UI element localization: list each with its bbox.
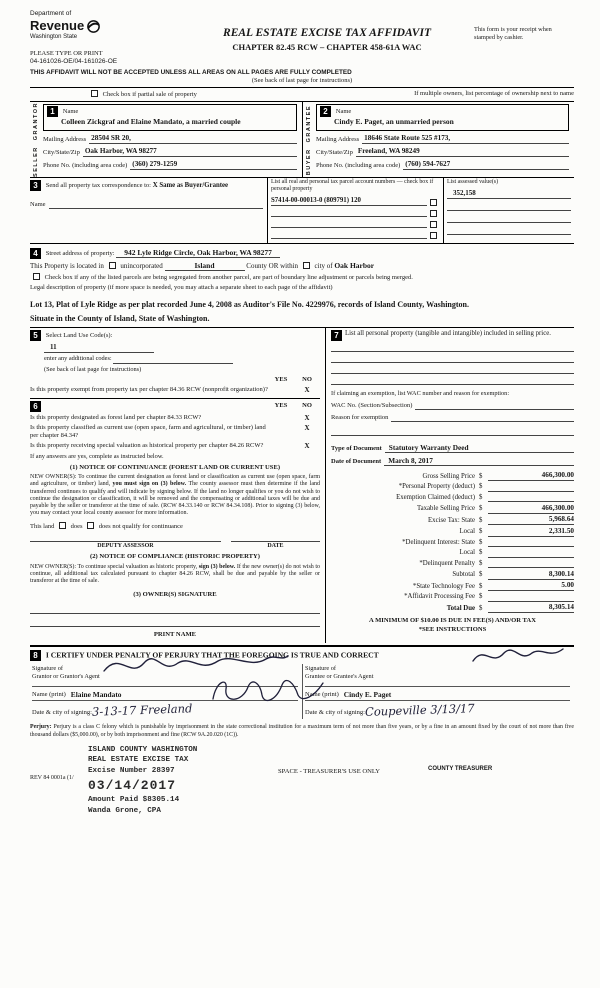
owners-signature-title: (3) OWNER(S) SIGNATURE — [133, 590, 217, 598]
parcel-4-input[interactable] — [271, 231, 427, 239]
section-7-badge: 7 — [331, 330, 342, 341]
personal-property-checkbox-1[interactable] — [430, 199, 437, 206]
state-technology-fee-value[interactable]: 5.00 — [488, 581, 574, 591]
delinquent-interest-local-value[interactable] — [488, 549, 574, 558]
personal-property-checkbox-4[interactable] — [430, 232, 437, 239]
if-yes-note: If any answers are yes, complete as instructed below. — [30, 452, 164, 460]
rev-form-code: REV 84 0001a (1/ — [30, 775, 74, 782]
assessed-value-3-input[interactable] — [447, 214, 571, 223]
exemption-claimed-value[interactable] — [488, 493, 574, 502]
fee-row-delinq-interest-local: Local $ — [331, 549, 574, 558]
delinquent-interest-state-value[interactable] — [488, 538, 574, 547]
exempt-no-cell[interactable]: X — [304, 385, 310, 394]
buyer-city-value[interactable]: Freeland, WA 98249 — [356, 147, 569, 157]
fee-row-tech-fee: *State Technology Fee $ 5.00 — [412, 581, 574, 590]
buyer-address-label: Mailing Address — [316, 136, 360, 144]
total-due-value[interactable]: 8,305.14 — [488, 603, 574, 613]
current-use-question: Is this property classified as current use (open space, farm and agricultural, or timber) land per chapter 84.34? — [30, 424, 266, 440]
grantee-name-print-label: Name (print) — [305, 690, 339, 698]
county-treasurer-label: COUNTY TREASURER — [428, 766, 493, 773]
logo-dept-text: Department of — [30, 10, 72, 17]
section-2-badge: 2 — [320, 106, 331, 117]
buyer-phone-label: Phone No. (including area code) — [316, 162, 401, 170]
see-instructions-note: *SEE INSTRUCTIONS — [418, 625, 487, 633]
partial-sale-label: Check box if partial sale of property — [102, 91, 197, 99]
reason-label: Reason for exemption — [331, 414, 389, 422]
partial-sale-checkbox[interactable] — [91, 90, 98, 97]
seller-address-label: Mailing Address — [43, 136, 87, 144]
stamp-date: 03/14/2017 — [88, 777, 177, 793]
additional-codes-label: enter any additional codes: — [44, 355, 112, 363]
additional-codes-input[interactable] — [113, 355, 233, 364]
owner-signature-line-2[interactable] — [30, 614, 320, 627]
grantee-name-value[interactable]: Cindy E. Paget — [343, 689, 392, 699]
stamp-excise-number: Excise Number 28397 — [88, 766, 175, 775]
city-of-label: city of — [314, 261, 333, 270]
land-use-code-value[interactable]: 11 — [44, 343, 154, 353]
header — [30, 10, 574, 66]
certify-statement: I CERTIFY UNDER PENALTY OF PERJURY THAT THE FOREGOING IS TRUE AND CORRECT — [45, 650, 379, 660]
minimum-fee-note: A MINIMUM OF $10.00 IS DUE IN FEE(S) AND/OR TAX — [369, 617, 536, 625]
does-not-checkbox[interactable] — [87, 522, 94, 529]
taxable-selling-price-value[interactable]: 466,300.00 — [488, 504, 574, 514]
affidavit-processing-fee-value[interactable] — [488, 593, 574, 602]
date-of-document-value[interactable]: March 8, 2017 — [384, 456, 574, 466]
seller-name-value[interactable]: Colleen Zickgraf and Elaine Mandato, a married couple — [61, 117, 241, 127]
forest-yes-cell[interactable] — [268, 414, 294, 423]
seller-phone-label: Phone No. (including area code) — [43, 162, 128, 170]
parcel-numbers-header: List all real and personal tax parcel account numbers — check box if personal property — [271, 179, 434, 193]
current-use-yes-cell[interactable] — [268, 424, 294, 440]
section-6-badge: 6 — [30, 401, 41, 412]
qualify-line: This land does does not qualify for continuance — [30, 522, 183, 530]
situate-line: Situate in the County of Island, State of Washington. — [30, 314, 210, 324]
personal-property-deduct-value[interactable] — [488, 483, 574, 492]
legal-description-label: Legal description of property (if more space is needed, you may attach a separate sheet to each page of the affidavit) — [30, 283, 333, 291]
segregated-checkbox[interactable] — [33, 273, 40, 280]
grantee-date-city-handwriting[interactable]: Coupeville 3/13/17 — [364, 701, 475, 719]
fee-row-excise-local: Local $ 2,331.50 — [459, 526, 574, 536]
section-4-property — [30, 244, 574, 295]
seller-phone-value[interactable]: (360) 279-1259 — [130, 160, 297, 170]
fee-row-excise-state: Excise Tax: State $ 5,968.64 — [428, 515, 574, 524]
does-checkbox[interactable] — [59, 522, 66, 529]
section5-no-header: NO — [302, 375, 312, 383]
assessed-values-header: List assessed value(s) — [447, 179, 499, 186]
treasurer-space-label: SPACE - TREASURER'S USE ONLY — [278, 768, 381, 776]
does-not-label: does not qualify for continuance — [98, 522, 183, 530]
assessed-value-4-input[interactable] — [447, 226, 571, 235]
seller-grantor-vertical-label: SELLER GRANTOR — [32, 102, 39, 178]
segregated-label: Check box if any of the listed parcels are being segregated from another parcel, are part of boundary line adjustment or parcels being merged. — [44, 273, 413, 281]
fee-row-personal: *Personal Property (deduct) $ — [331, 483, 574, 492]
personal-property-input-4[interactable] — [331, 374, 574, 385]
fee-row-delinq-penalty: *Delinquent Penalty $ — [331, 559, 574, 568]
assessed-value-2-input[interactable] — [447, 202, 571, 211]
fee-row-gross: Gross Selling Price $ 466,300.00 — [422, 471, 574, 480]
multiple-owners-note: If multiple owners, list percentage of ownership next to name — [414, 90, 574, 98]
county-or-label: County OR within — [246, 261, 299, 270]
fee-row-total: Total Due $ 8,305.14 — [446, 603, 574, 612]
buyer-grantee-vertical-label: BUYER GRANTEE — [305, 104, 312, 175]
correspondence-label: Send all property tax correspondence to: — [45, 182, 151, 190]
grantee-agent-label: Grantee or Grantee's Agent — [305, 673, 374, 681]
grantor-agent-label: Grantor or Grantor's Agent — [32, 673, 100, 681]
dept-of-revenue-logo — [30, 10, 180, 66]
deputy-assessor-label: DEPUTY ASSESSOR — [30, 541, 221, 551]
section6-yes-header: YES — [274, 402, 288, 410]
city-checkbox[interactable] — [303, 262, 310, 269]
buyer-address-value[interactable]: 18646 State Route 525 #173, — [362, 134, 569, 144]
grantor-name-print-label: Name (print) — [32, 690, 66, 698]
notice-compliance-title: (2) NOTICE OF COMPLIANCE (HISTORIC PROPERTY) — [90, 553, 260, 561]
section-7-tax — [326, 328, 574, 643]
personal-property-label: List all personal property (tangible and intangible) included in selling price. — [345, 330, 551, 338]
fee-table — [331, 471, 574, 613]
unincorporated-checkbox[interactable] — [109, 262, 116, 269]
buyer-name-value[interactable]: Cindy E. Paget, an unmarried person — [334, 117, 454, 127]
personal-property-input-1[interactable] — [331, 341, 574, 352]
grantee-signature-area[interactable]: Signature of Grantee or Grantee's Agent — [305, 665, 570, 687]
buyer-section — [302, 102, 574, 177]
type-of-document-value[interactable]: Statutory Warranty Deed — [385, 443, 574, 453]
partial-sale-row — [30, 87, 574, 101]
forest-land-question: Is this property designated as forest land per chapter 84.33 RCW? — [30, 413, 202, 421]
fee-row-processing-fee: *Affidavit Processing Fee $ — [331, 593, 574, 602]
seller-city-label: City/State/Zip — [43, 149, 80, 157]
seller-section — [30, 102, 302, 177]
parcel-1-value[interactable]: S7414-00-00013-0 (809791) 120 — [271, 197, 427, 206]
city-value[interactable]: Oak Harbor — [334, 260, 375, 270]
notice-continuance-body: NEW OWNER(S): To continue the current designation as forest land or classification as current use (open space, farm and agriculture, or timber) land, you must sign on (3) below. The county assessor must then determine if the land transferred continues to qualify and will indicate by signing below. If the land no longer qualifies or you do not wish to continue the designation or classification, it will be removed and the compensating or additional taxes will be due and payable by the seller or transferor at the time of sale. (RCW 84.33.140 or RCW 84.34.108). Prior to signing (3) below, you may contact your local county assessor for more information. — [30, 473, 320, 517]
gross-selling-price-value[interactable]: 466,300.00 — [488, 471, 574, 481]
grantor-date-city-label: Date & city of signing: — [32, 709, 92, 717]
form-code: 04-161026-OE/04-161026-OE — [30, 58, 118, 65]
section-5-badge: 5 — [30, 330, 41, 341]
parcel-3-input[interactable] — [271, 220, 427, 228]
land-use-label: Select Land Use Code(s): — [45, 332, 113, 340]
form-title: REAL ESTATE EXCISE TAX AFFIDAVIT — [223, 27, 431, 39]
section-1-badge: 1 — [47, 106, 58, 117]
section-8-certification — [30, 645, 574, 719]
section6-no-header: NO — [302, 402, 312, 410]
section-5-land-use — [30, 330, 320, 394]
dollar-sign: $ — [479, 472, 483, 480]
wac-label: WAC No. (Section/Subsection) — [331, 402, 413, 410]
correspondence-name-label: Name — [30, 201, 46, 209]
main-columns — [30, 327, 574, 643]
date-of-document-label: Date of Document — [331, 458, 382, 466]
please-type-note: PLEASE TYPE OR PRINT — [30, 49, 103, 57]
section-6-classification — [30, 398, 320, 639]
parties-section — [30, 101, 574, 177]
notice-continuance-title: (1) NOTICE OF CONTINUANCE (FOREST LAND OR CURRENT USE) — [69, 463, 281, 471]
excise-tax-state-value[interactable]: 5,968.64 — [488, 515, 574, 525]
see-back-note: (See back of last page for instructions) — [251, 77, 353, 85]
assessor-date-label: DATE — [231, 541, 320, 551]
seller-name-label: Name — [62, 108, 79, 116]
correspondence-name-input[interactable] — [49, 199, 263, 209]
grantee-date-city-label: Date & city of signing: — [305, 709, 365, 717]
footer — [30, 745, 574, 821]
grantee-signing-block — [302, 664, 574, 719]
must-sign-bold: you must sign on (3) below. — [112, 481, 187, 488]
revenue-swirl-icon — [86, 19, 101, 34]
excise-tax-local-value[interactable]: 2,331.50 — [488, 527, 574, 537]
personal-property-input-3[interactable] — [331, 363, 574, 374]
assessed-value-1[interactable]: 352,158 — [447, 189, 571, 199]
personal-property-checkbox-2[interactable] — [430, 210, 437, 217]
street-address-value[interactable]: 942 Lyle Ridge Circle, Oak Harbor, WA 98277 — [116, 248, 280, 258]
buyer-phone-value[interactable]: (760) 594-7627 — [403, 160, 569, 170]
legal-description-value[interactable]: Lot 13, Plat of Lyle Ridge as per plat recorded June 4, 2008 as Auditor's File No. 4229976, records of Island County, Washington. — [30, 299, 469, 309]
perjury-note: Perjury: Perjury is a class C felony which is punishable by imprisonment in the state correctional institution for a maximum term of not more than five years, or by a fine in an amount fixed by the court of not more than five thousand dollars ($5,000.00), or by both imprisonment and fine (RCW 9A.20.020 (1C)). — [30, 724, 574, 738]
seller-name-box — [43, 104, 297, 131]
section-3-correspondence — [30, 177, 574, 244]
grantor-signature-area[interactable]: Signature of Grantor or Grantor's Agent — [32, 665, 298, 687]
section-4-badge: 4 — [30, 248, 41, 259]
same-as-buyer-value[interactable]: X Same as Buyer/Grantee — [152, 182, 229, 190]
reason-input[interactable] — [391, 413, 574, 422]
form-subtitle: CHAPTER 82.45 RCW – CHAPTER 458-61A WAC — [232, 42, 422, 53]
historical-question: Is this property receiving special valuation as historical property per chapter 84.26 RCW? — [30, 442, 264, 450]
subtotal-value[interactable]: 8,300.14 — [488, 570, 574, 580]
stamp-cashier-name: Wanda Grone, CPA — [88, 806, 161, 815]
section-3-badge: 3 — [30, 180, 41, 191]
wac-input[interactable] — [415, 401, 574, 410]
section5-yes-header: YES — [274, 375, 288, 383]
section-8-badge: 8 — [30, 650, 41, 661]
current-use-no-cell[interactable]: X — [304, 424, 310, 433]
grantor-signing-block — [30, 664, 302, 719]
owner-signature-line-1[interactable] — [30, 601, 320, 614]
type-of-document-label: Type of Document — [331, 445, 382, 453]
section5-see-back: (See back of last page for instructions) — [44, 365, 142, 373]
fee-row-exemption: Exemption Claimed (deduct) $ — [331, 493, 574, 502]
parcel-2-input[interactable] — [271, 209, 427, 217]
grantor-date-city-handwriting[interactable]: 3-13-17 Freeland — [91, 701, 193, 719]
located-in-label: This Property is located in — [30, 261, 104, 270]
fee-row-delinq-interest-state: *Delinquent Interest: State $ — [331, 538, 574, 547]
buyer-city-label: City/State/Zip — [316, 149, 353, 157]
stamp-amount-paid: Amount Paid $8305.14 — [88, 796, 180, 805]
exempt-yes-cell[interactable] — [268, 386, 294, 395]
stamp-county-line: ISLAND COUNTY WASHINGTON — [88, 746, 198, 755]
buyer-name-label: Name — [335, 108, 352, 116]
personal-property-input-2[interactable] — [331, 352, 574, 363]
historical-no-cell[interactable]: X — [304, 442, 310, 451]
personal-property-checkbox-3[interactable] — [430, 221, 437, 228]
street-address-label: Street address of property: — [45, 250, 115, 258]
buyer-name-box — [316, 104, 569, 131]
print-name-label: PRINT NAME — [153, 630, 197, 638]
logo-state-text: Washington State — [30, 34, 78, 41]
notice-compliance-body: NEW OWNER(S): To continue special valuation as historic property, sign (3) below. If the new owner(s) do not wish to continue, all additional tax calculated pursuant to chapter 84.26 RCW, shall be due and payable by the seller or transferor at the time of sale. — [30, 563, 320, 585]
seller-city-value[interactable]: Oak Harbor, WA 98277 — [83, 147, 297, 157]
sign-below-bold: sign (3) below. — [198, 563, 236, 570]
delinquent-penalty-value[interactable] — [488, 559, 574, 568]
does-label: does — [70, 522, 83, 530]
receipt-note: This form is your receipt when stamped by cashier. — [474, 26, 552, 41]
logo-revenue-text: Revenue — [30, 18, 85, 34]
fee-row-taxable: Taxable Selling Price $ 466,300.00 — [416, 503, 574, 513]
seller-address-value[interactable]: 28504 SR 20, — [89, 134, 297, 144]
unincorporated-label: unincorporated — [120, 261, 163, 270]
exemption-note: If claiming an exemption, list WAC number and reason for exemption: — [331, 390, 510, 398]
grantor-name-value[interactable]: Elaine Mandato — [70, 689, 122, 699]
fee-row-subtotal: Subtotal $ 8,300.14 — [452, 569, 574, 579]
stamp-tax-line: REAL ESTATE EXCISE TAX — [88, 756, 189, 765]
exempt-question: Is this property exempt from property tax per chapter 84.36 RCW (nonprofit organization)? — [30, 385, 268, 393]
completion-warning: THIS AFFIDAVIT WILL NOT BE ACCEPTED UNLESS ALL AREAS ON ALL PAGES ARE FULLY COMPLETED — [30, 69, 352, 77]
reason-input-2[interactable] — [331, 425, 574, 436]
county-value[interactable]: Island — [165, 261, 245, 271]
historical-yes-cell[interactable] — [268, 442, 294, 451]
treasurer-stamp — [88, 745, 197, 816]
forest-no-cell[interactable]: X — [304, 413, 310, 422]
